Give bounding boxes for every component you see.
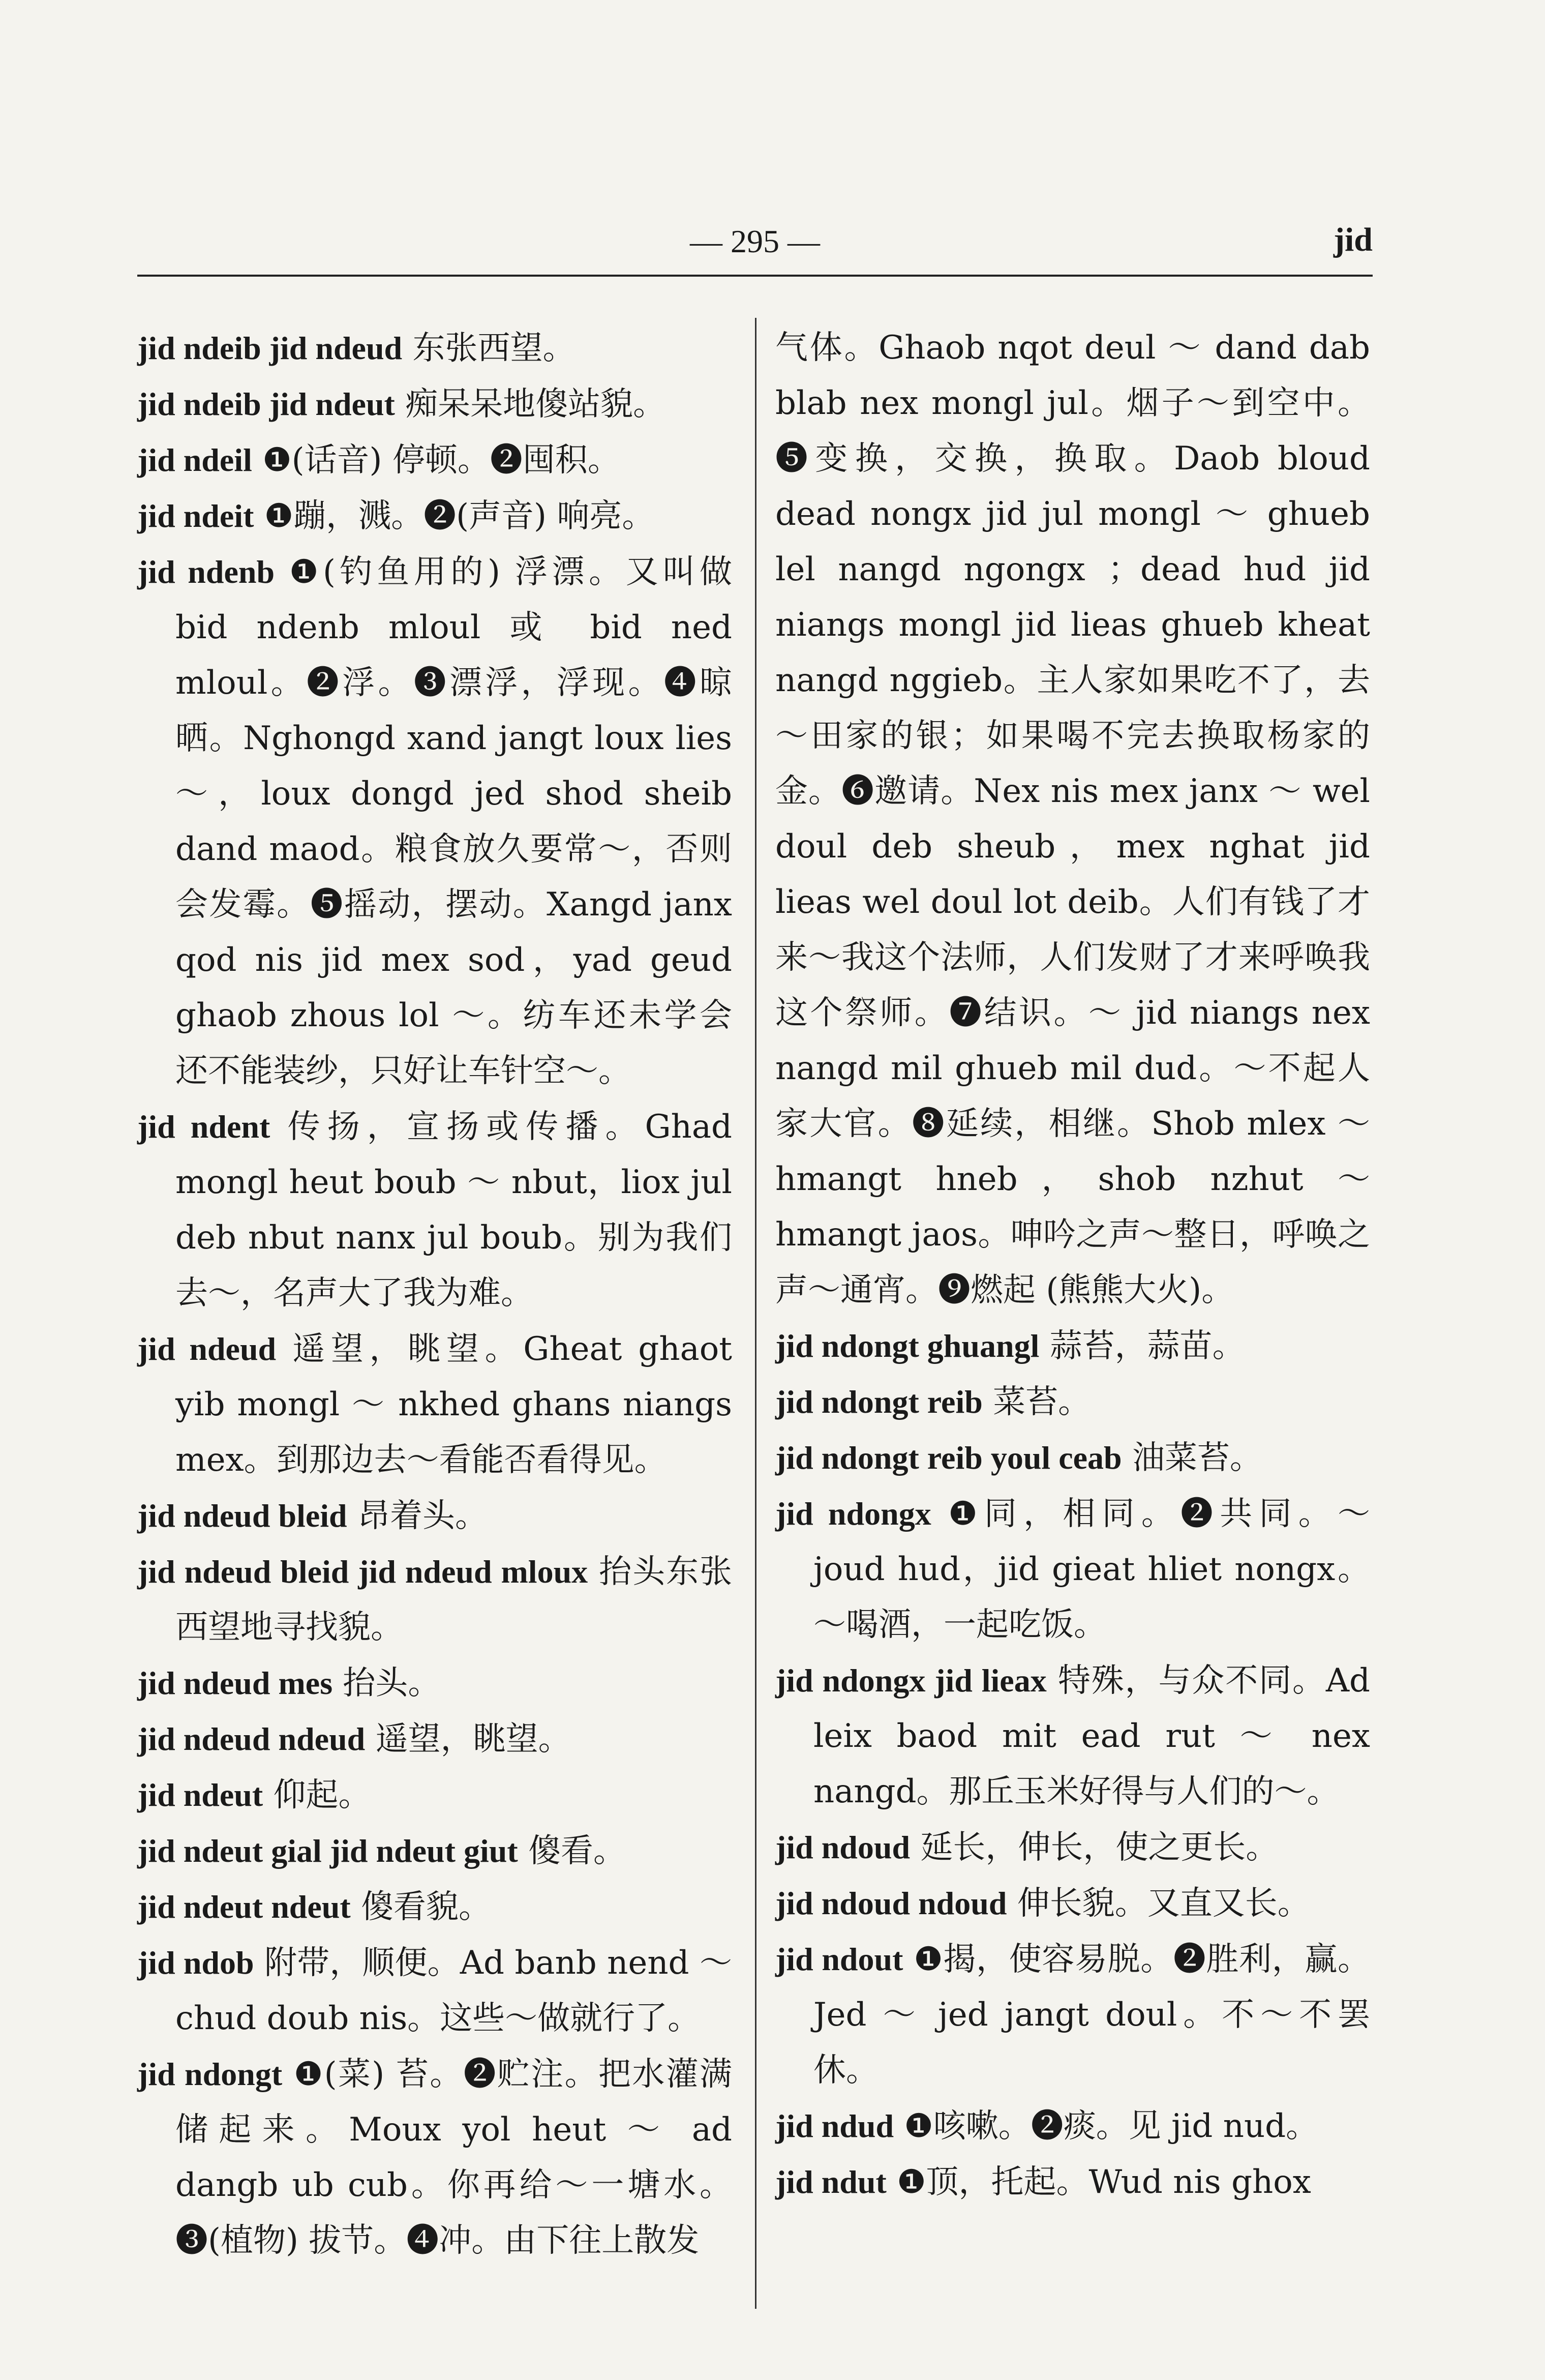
entry-definition: ❶揭，使容易脱。❷胜利，赢。Jed ～ jed jangt doul。不～不罢休。 xyxy=(813,1941,1371,2089)
dictionary-entry xyxy=(137,376,732,432)
dictionary-entry xyxy=(137,1711,732,1767)
dictionary-entry xyxy=(137,1544,732,1655)
entry-headword: jid ndoud ndoud xyxy=(775,1885,1007,1921)
dictionary-entry xyxy=(137,544,732,1099)
entry-definition: 抬头。 xyxy=(343,1664,441,1702)
entry-headword: jid ndoud xyxy=(775,1829,911,1865)
dictionary-entry xyxy=(775,1430,1370,1486)
entry-headword: jid ndongt ghuangl xyxy=(775,1328,1040,1364)
entry-definition: ❶(钓鱼用的) 浮漂。又叫做 bid ndenb mloul 或 bid ned mloul。❷浮。❸漂浮，浮现。❹晾晒。Nghongd xand jangt loux lies～，loux dongd jed shod sheib dand maod。粮食放久要常～，否则会发霉。❺摇动，摆动。Xangd janx qod nis jid mex sod，yad geud ghaob zhous lol ～。纺车还未学会还不能装纱，只好让车针空～。 xyxy=(175,553,732,1090)
dictionary-entry xyxy=(137,1655,732,1711)
entry-definition: ❶同，相同。❷共同。～ joud hud，jid gieat hliet nongx。～喝酒，一起吃饭。 xyxy=(813,1495,1370,1644)
entry-headword: jid ndongt reib youl ceab xyxy=(775,1440,1122,1476)
entry-definition: 延长，伸长，使之更长。 xyxy=(920,1829,1279,1866)
entry-definition: ❶(话音) 停顿。❷囤积。 xyxy=(262,441,620,479)
entry-headword: jid ndeud bleid xyxy=(137,1498,347,1534)
entry-definition: 东张西望。 xyxy=(412,330,575,367)
entry-definition: 昂着头。 xyxy=(357,1497,488,1535)
entry-headword: jid ndongt reib xyxy=(775,1384,983,1420)
dictionary-entry xyxy=(137,432,732,488)
entry-definition: 抬头东张西望地寻找貌。 xyxy=(175,1553,732,1646)
dictionary-entry xyxy=(775,1374,1370,1430)
entry-definition: 蒜苔，蒜苗。 xyxy=(1049,1327,1245,1365)
entry-definition: 气体。Ghaob nqot deul ～ dand dab blab nex mongl jul。烟子～到空中。❺变换，交换，换取。Daob bloud dead nongx jid jul mongl ～ ghueb lel nangd ngongx ；dead hud jid niangs mongl jid lieas ghueb kheat nangd nggieb。主人家如果吃不了，去～田家的银；如果喝不完去换取杨家的金。❻邀请。Nex nis mex janx ～ wel doul deb sheub，mex nghat jid lieas wel doul lot deib。人们有钱了才来～我这个法师，人们发财了才来呼唤我这个祭师。❼结识。～ jid niangs nex nangd mil ghueb mil dud。～不起人家大官。❽延续，相继。Shob mlex ～ hmangt hneb，shob nzhut ～ hmangt jaos。呻吟之声～整日，呼唤之声～通宵。❾燃起 (熊熊大火)。 xyxy=(775,329,1370,1309)
entry-definition: 伸长貌。又直又长。 xyxy=(1017,1885,1310,1922)
entry-headword: jid ndeud mes xyxy=(137,1665,333,1701)
dictionary-entry xyxy=(137,1823,732,1879)
entry-definition: 傻看貌。 xyxy=(361,1888,492,1926)
page-header xyxy=(137,214,1373,270)
column-divider xyxy=(755,318,756,2309)
dictionary-entry xyxy=(775,1486,1370,1653)
entry-headword: jid ndeut gial jid ndeut giut xyxy=(137,1833,518,1869)
entry-definition: 油菜苔。 xyxy=(1132,1439,1262,1477)
running-head: jid xyxy=(1333,221,1373,258)
left-column xyxy=(137,320,732,2269)
dictionary-entry xyxy=(137,1935,732,2046)
dictionary-entry xyxy=(137,1767,732,1823)
entry-definition: 特殊，与众不同。Ad leix baod mit ead rut ～ nex nangd。那丘玉米好得与人们的～。 xyxy=(813,1662,1371,1810)
entry-definition: 傻看。 xyxy=(528,1832,626,1870)
entry-headword: jid ndeil xyxy=(137,442,252,478)
dictionary-entry xyxy=(775,1876,1370,1931)
dictionary-entry xyxy=(775,2098,1370,2154)
entry-headword: jid ndeut xyxy=(137,1777,263,1813)
entry-headword: jid ndenb xyxy=(137,554,275,590)
entry-definition: 传扬，宣扬或传播。Ghad mongl heut boub ～ nbut，liox jul deb nbut nanx jul boub。别为我们去～，名声大了我为难。 xyxy=(175,1108,733,1312)
dictionary-entry xyxy=(775,1820,1370,1876)
entry-definition: ❶蹦，溅。❷(声音) 响亮。 xyxy=(264,497,655,535)
dictionary-entry xyxy=(137,1321,732,1488)
entry-headword: jid ndud xyxy=(775,2108,894,2144)
dictionary-entry xyxy=(775,320,1370,1318)
entry-definition: ❶顶，托起。Wud nis ghox xyxy=(897,2163,1311,2201)
entry-headword: jid ndeib jid ndeud xyxy=(137,330,403,366)
entry-definition: ❶(菜) 苔。❷贮注。把水灌满储起来。Moux yol heut ～ ad dangb ub cub。你再给～一塘水。❸(植物) 拔节。❹冲。由下往上散发 xyxy=(175,2056,733,2259)
entry-definition: 菜苔。 xyxy=(993,1383,1091,1421)
entry-definition: 仰起。 xyxy=(273,1776,371,1814)
entry-headword: jid ndongx xyxy=(775,1496,931,1532)
entry-headword: jid ndob xyxy=(137,1945,254,1981)
entry-definition: 附带，顺便。Ad banb nend ～ chud doub nis。这些～做就行了。 xyxy=(175,1944,732,2037)
entry-headword: jid ndeud xyxy=(137,1331,277,1367)
entry-headword: jid ndongt xyxy=(137,2056,283,2092)
entry-headword: jid ndeut ndeut xyxy=(137,1889,351,1925)
dictionary-entry xyxy=(137,2046,732,2269)
dictionary-entry xyxy=(137,1099,732,1321)
dictionary-entry xyxy=(775,1318,1370,1374)
entry-headword: jid ndout xyxy=(775,1941,903,1977)
header-rule xyxy=(137,275,1373,277)
entry-headword: jid ndent xyxy=(137,1109,270,1145)
dictionary-entry xyxy=(137,320,732,376)
dictionary-entry xyxy=(137,488,732,544)
entry-headword: jid ndongx jid lieax xyxy=(775,1662,1047,1699)
entry-headword: jid ndeud bleid jid ndeud mloux xyxy=(137,1554,588,1590)
entry-headword: jid ndeit xyxy=(137,498,254,534)
entry-headword: jid ndut xyxy=(775,2164,887,2200)
entry-definition: ❶咳嗽。❷痰。见 jid nud。 xyxy=(904,2107,1319,2145)
dictionary-entry xyxy=(137,1879,732,1935)
dictionary-entry xyxy=(137,1488,732,1544)
dictionary-entry xyxy=(775,1653,1370,1820)
dictionary-entry xyxy=(775,2154,1370,2210)
right-column xyxy=(775,320,1370,2210)
entry-definition: 痴呆呆地傻站貌。 xyxy=(405,385,666,423)
dictionary-entry xyxy=(775,1931,1370,2098)
entry-headword: jid ndeud ndeud xyxy=(137,1721,366,1757)
entry-definition: 遥望，眺望。 xyxy=(375,1720,571,1758)
page-number: — 295 — xyxy=(690,223,820,259)
entry-definition: 遥望，眺望。Gheat ghaot yib mongl ～ nkhed ghans niangs mex。到那边去～看能否看得见。 xyxy=(175,1330,733,1479)
entry-headword: jid ndeib jid ndeut xyxy=(137,386,395,422)
